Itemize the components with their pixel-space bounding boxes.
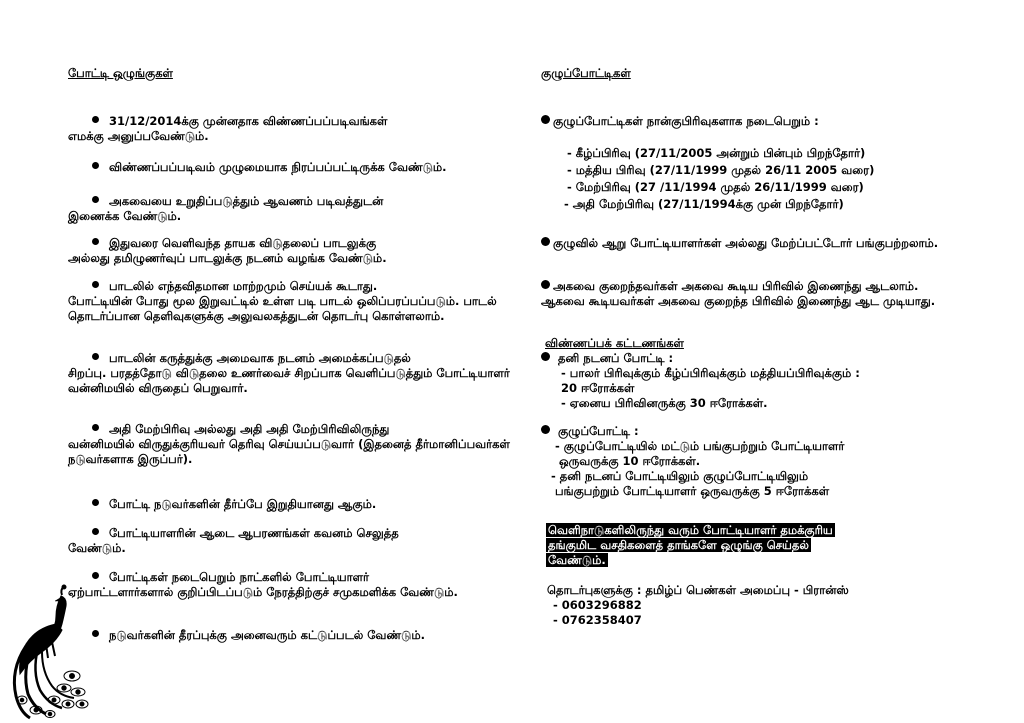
peacock-icon xyxy=(6,584,92,720)
group-fee-section xyxy=(541,424,961,499)
bullet-icon xyxy=(541,425,550,434)
bullet-icon xyxy=(92,238,99,245)
rule-item: 31/12/2014க்கு முன்னதாக விண்ணப்பப்படிவங்கள் எமக்கு அனுப்பவேண்டும். xyxy=(68,114,388,143)
category-item: - அதி மேற்பிரிவு (27/11/1994க்கு முன் பிறந்தோர்) xyxy=(564,197,844,211)
bullet-icon xyxy=(92,424,99,431)
bullet-icon xyxy=(92,572,99,579)
group-competition-heading: குழுப்போட்டிகள் xyxy=(541,66,631,80)
rule-item: அதி மேற்பிரிவு அல்லது அதி அதி மேற்பிரிவிலிருந்து வன்னிமயில் விருதுக்குரியவர் தெரிவு செய்யப்படுவார் (இதனைத் தீர்மானிப்பவர்கள் நடுவர்களாக இருப்பர்). xyxy=(68,422,510,466)
rule-item: அகவையை உறுதிப்படுத்தும் ஆவணம் படிவத்துடன் இணைக்க வேண்டும். xyxy=(68,194,384,223)
bullet-icon xyxy=(92,499,99,506)
rules-heading: போட்டி ஒழுங்குகள் xyxy=(68,66,173,80)
bullet-icon xyxy=(92,162,99,169)
solo-fee-lines: - பாலர் பிரிவுக்கும் கீழ்ப்பிரிவுக்கும் மத்தியப்பிரிவுக்கும் : 20 ஈரோக்கள் - ஏனைய பிரிவினருக்கு 30 ஈரோக்கள். xyxy=(561,366,860,410)
bullet-icon xyxy=(541,115,550,124)
category-item: - கீழ்ப்பிரிவு (27/11/2005 அன்றும் பின்பும் பிறந்தோர்) xyxy=(567,146,866,160)
phone-number: - 0762358407 xyxy=(553,613,642,627)
group-fee-title: குழுப்போட்டி : xyxy=(541,424,961,439)
rules-column xyxy=(68,66,528,666)
bullet-icon xyxy=(541,280,550,289)
rule-item: பாடலின் கருத்துக்கு அமைவாக நடனம் அமைக்கப்படுதல் சிறப்பு. பரதத்தோடு விடுதலை உணர்வைச் சிறப்பாக வெளிப்படுத்தும் போட்டியாளர் வன்னிமயில் விருதைப் பெறுவார். xyxy=(68,351,510,395)
bullet-icon xyxy=(92,281,99,288)
bullet-icon xyxy=(541,352,550,361)
rule-item: இதுவரை வெளிவந்த தாயக விடுதலைப் பாடலுக்கு அல்லது தமிழுணர்வுப் பாடலுக்கு நடனம் வழங்க வேண்டும். xyxy=(68,236,387,265)
group-competition-column xyxy=(541,66,961,666)
bullet-icon xyxy=(541,237,550,246)
fees-heading: விண்ணப்பக் கட்டணங்கள் xyxy=(545,336,684,350)
category-item: - மத்திய பிரிவு (27/11/1999 முதல் 26/11 2005 வரை) xyxy=(567,163,875,177)
rule-item: போட்டியாளரின் ஆடை ஆபரணங்கள் கவனம் செலுத்த வேண்டும். xyxy=(68,526,399,555)
rule-item: போட்டி நடுவர்களின் தீர்ப்பே இறுதியானது ஆகும். xyxy=(68,497,528,512)
rule-item: பாடலில் எந்தவிதமான மாற்றமும் செய்யக் கூடாது. போட்டியின் போது மூல இறுவட்டில் உள்ள படி பாடல் ஒலிப்பரப்பப்படும். பாடல் தொடர்ப்பான தெளிவுகளுக்கு அலுவலகத்துடன் தொடர்பு கொள்ளலாம். xyxy=(68,279,497,323)
bullet-icon xyxy=(92,116,99,123)
rule-item: போட்டிகள் நடைபெறும் நாட்களில் போட்டியாளர் ஏற்பாட்டளார்களால் குறிப்பிடப்படும் நேரத்திற்குச் சமுகமளிக்க வேண்டும். xyxy=(68,570,458,599)
age-mixing-rule: அகவை குறைந்தவர்கள் அகவை கூடிய பிரிவில் இணைந்து ஆடலாம். ஆகவை கூடியவர்கள் அகவை குறைந்த பிரிவில் இணைந்து ஆட முடியாது. xyxy=(541,279,936,308)
group-size-rule: குழுவில் ஆறு போட்டியாளர்கள் அல்லது மேற்ப்பட்டோர் பங்குபற்றலாம். xyxy=(541,236,941,251)
bullet-icon xyxy=(92,630,99,637)
phone-number: - 0603296882 xyxy=(553,598,642,612)
bullet-icon xyxy=(92,353,99,360)
contact-label: தொடர்புகளுக்கு : தமிழ்ப் பெண்கள் அமைப்பு - பிரான்ஸ் xyxy=(547,583,849,597)
group-fee-lines: - குழுப்போட்டியில் மட்டும் பங்குபற்றும் போட்டியாளர் ஒருவருக்கு 10 ஈரோக்கள். - தனி நடனப் போட்டியிலும் குழுப்போட்டியிலும் பங்குபற்றும் போட்டியாளர் ஒருவருக்கு 5 ஈரோக்கள் xyxy=(551,439,845,498)
accommodation-notice: வெளிநாடுகளிலிருந்து வரும் போட்டியாளர் தமக்குரிய தங்குமிட வசதிகளைத் தாங்களே ஒழுங்கு செய்தல் வேண்டும். xyxy=(548,523,833,567)
solo-fee-title: தனி நடனப் போட்டி : xyxy=(541,351,961,366)
rule-item: நடுவர்களின் தீரப்புக்கு அனைவரும் கட்டுப்படல் வேண்டும். xyxy=(68,628,528,643)
category-list xyxy=(541,146,961,212)
category-item: - மேற்பிரிவு (27 /11/1994 முதல் 26/11/1999 வரை) xyxy=(567,180,864,194)
bullet-icon xyxy=(92,196,99,203)
categories-intro: குழுப்போட்டிகள் நான்குபிரிவுகளாக நடைபெறும் : xyxy=(541,114,961,129)
bullet-icon xyxy=(92,528,99,535)
fees-section xyxy=(541,336,961,411)
rule-item: விண்ணப்பப்படிவம் முழுமையாக நிரப்பப்பட்டிருக்க வேண்டும். xyxy=(68,160,528,175)
contact-section xyxy=(547,583,967,628)
